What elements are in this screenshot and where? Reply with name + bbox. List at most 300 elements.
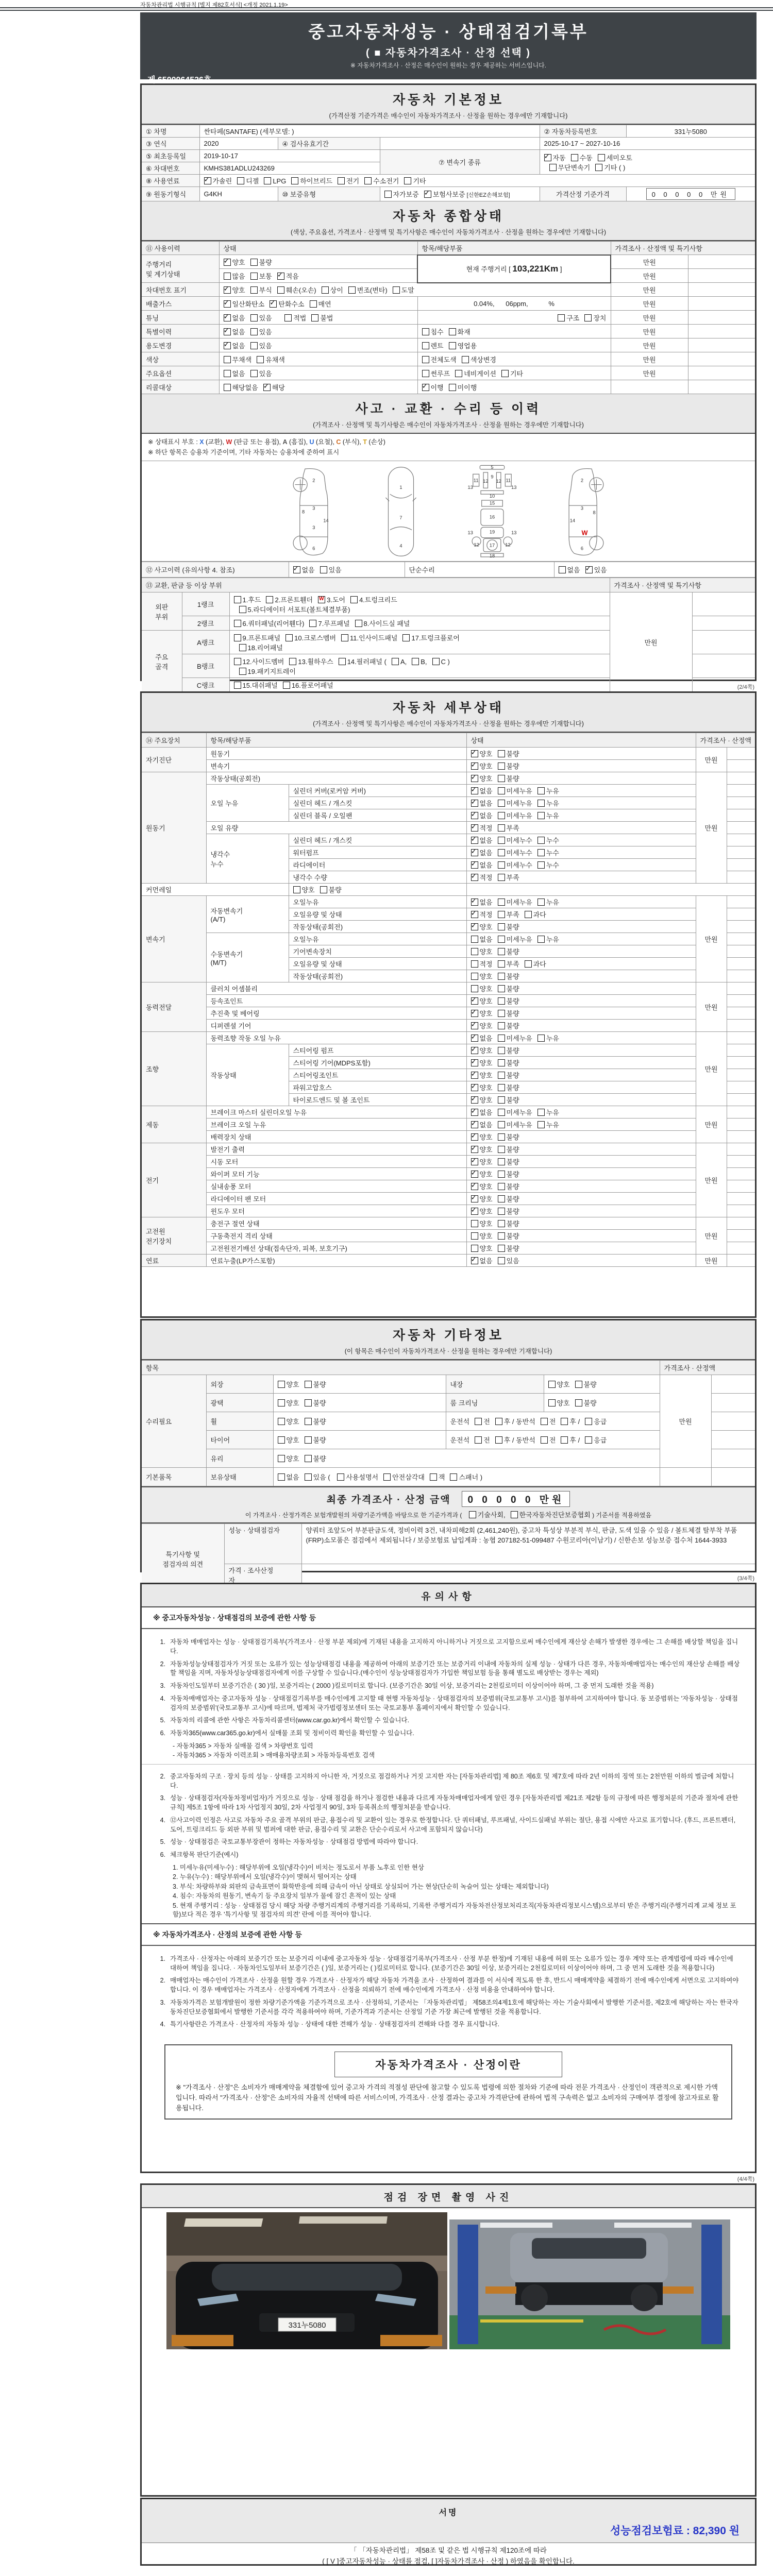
cell <box>611 242 755 255</box>
checkbox[interactable] <box>471 1096 478 1104</box>
checkbox[interactable] <box>471 1109 478 1116</box>
marked-checkbox[interactable] <box>318 596 325 603</box>
checkbox[interactable] <box>498 1146 505 1153</box>
checkbox[interactable] <box>471 997 478 1005</box>
checkbox[interactable] <box>498 750 505 757</box>
option-label: 없음 <box>232 342 245 350</box>
checkbox[interactable] <box>575 1399 582 1406</box>
checkbox[interactable] <box>471 1208 478 1215</box>
option-label: C ) <box>441 657 450 666</box>
checkbox[interactable] <box>498 1208 505 1215</box>
checkbox[interactable] <box>278 1418 285 1425</box>
checkbox[interactable] <box>498 1010 505 1017</box>
diagram-part-number: 11 <box>506 478 511 483</box>
checkbox[interactable] <box>277 286 284 294</box>
checkbox[interactable] <box>471 849 478 856</box>
checkbox[interactable] <box>289 658 296 665</box>
checkbox[interactable] <box>525 911 532 918</box>
text: 만원 <box>643 314 656 322</box>
option-label: 12.사이드멤버 <box>242 657 284 666</box>
checkbox[interactable] <box>498 997 505 1005</box>
checkbox[interactable] <box>471 1072 478 1079</box>
checkbox[interactable] <box>498 1257 505 1264</box>
cell <box>688 338 755 352</box>
checkbox[interactable] <box>548 1399 556 1406</box>
checkbox[interactable] <box>498 775 505 782</box>
checkbox[interactable] <box>498 1022 505 1029</box>
option-label: 이행 <box>430 383 444 392</box>
checkbox[interactable] <box>462 356 469 363</box>
checkbox[interactable] <box>498 1072 505 1079</box>
checkbox[interactable] <box>549 164 557 171</box>
option-label: 전 <box>549 1436 556 1444</box>
checkbox[interactable] <box>250 314 258 321</box>
checkbox[interactable] <box>585 1418 592 1425</box>
checkbox[interactable] <box>498 985 505 992</box>
checkbox[interactable] <box>537 1035 545 1042</box>
panel-rank-table <box>142 578 755 692</box>
checkbox[interactable] <box>537 800 545 807</box>
text: 라디에이터 <box>293 861 326 869</box>
checkbox[interactable] <box>471 1022 478 1029</box>
cell <box>142 352 219 366</box>
option-label: 불량 <box>313 1455 326 1463</box>
cell <box>206 772 466 785</box>
checkbox[interactable] <box>498 837 505 844</box>
checkbox[interactable] <box>498 936 505 943</box>
checkbox[interactable] <box>475 1418 482 1425</box>
cell <box>692 654 755 678</box>
checkbox[interactable] <box>422 384 429 391</box>
checkbox[interactable] <box>422 356 429 363</box>
text: 동력전달 <box>146 1004 172 1011</box>
checkbox[interactable] <box>471 936 478 943</box>
cell <box>611 338 688 352</box>
checkbox[interactable] <box>498 874 505 881</box>
checkbox[interactable] <box>305 1436 312 1444</box>
checkbox[interactable] <box>224 259 231 266</box>
checkbox[interactable] <box>224 384 231 391</box>
cell <box>727 1081 755 1094</box>
cell <box>199 162 380 175</box>
document-number: 제 6500064526호 <box>147 76 212 84</box>
checkbox[interactable] <box>498 1109 505 1116</box>
text: 싼타페(SANTAFE) (세부모델: ) <box>204 128 294 135</box>
checkbox[interactable] <box>471 960 478 968</box>
option-label: 불량 <box>506 1171 519 1178</box>
car-diagram-underbody <box>460 464 525 560</box>
checkbox[interactable] <box>471 837 478 844</box>
checkbox[interactable] <box>305 1381 312 1388</box>
checkbox[interactable] <box>498 899 505 906</box>
checkbox[interactable] <box>548 1381 556 1388</box>
checkbox[interactable] <box>293 566 300 573</box>
checkbox[interactable] <box>278 1455 285 1462</box>
document-subtitle: ( ■ 자동차가격조사 · 산정 선택 ) <box>366 47 531 59</box>
checkbox[interactable] <box>309 620 316 627</box>
checkbox[interactable] <box>544 154 551 161</box>
text: 동력조향 작동 오일 누유 <box>210 1035 281 1042</box>
checkbox[interactable] <box>475 1436 482 1444</box>
checkbox[interactable] <box>257 356 264 363</box>
option-label: 6.쿼터패널(리어휀다) <box>242 620 305 628</box>
checkbox[interactable] <box>471 948 478 955</box>
checkbox[interactable] <box>471 973 478 980</box>
checkbox[interactable] <box>498 849 505 856</box>
option-label: 한국자동차진단보증협회 <box>519 1511 591 1519</box>
checkbox[interactable] <box>471 923 478 930</box>
checkbox[interactable] <box>204 177 211 184</box>
checkbox[interactable] <box>471 1084 478 1091</box>
option-label: 불량 <box>506 1195 519 1203</box>
checkbox[interactable] <box>498 1232 505 1240</box>
document-title: 중고자동차성능 · 상태점검기록부 <box>308 22 589 41</box>
checkbox[interactable] <box>498 812 505 819</box>
checkbox[interactable] <box>537 849 545 856</box>
checkbox[interactable] <box>455 370 462 377</box>
cell <box>727 748 755 760</box>
checkbox[interactable] <box>471 1059 478 1066</box>
checkbox[interactable] <box>278 1436 285 1444</box>
checkbox[interactable] <box>224 286 231 294</box>
checkbox[interactable] <box>291 177 298 184</box>
cell <box>199 138 278 150</box>
checkbox[interactable] <box>239 644 246 651</box>
cell <box>540 125 626 138</box>
notice-subitem: 5. 현재 주행거리 : 성능 · 상태점검 당시 해당 차량 주행거리계의 주행거리를 기록하되, 기록한 주행거리가 자동차전산정보처리조직(자동차관리정보시스템)으로부터 받은 주행거리(주행거리계 교체 정보 포함)보다 적은 경우 '특기사항 및 점검자의 의견' 란에 이를 적어야 합니다. <box>173 1902 736 1919</box>
checkbox[interactable] <box>498 787 505 794</box>
checkbox[interactable] <box>234 596 241 603</box>
cell <box>611 283 688 297</box>
option-label: 불량 <box>506 997 519 1005</box>
cell <box>727 1118 755 1131</box>
checkbox[interactable] <box>283 682 290 689</box>
checkbox[interactable] <box>471 775 478 782</box>
checkbox[interactable] <box>561 1418 568 1425</box>
checkbox[interactable] <box>224 314 231 321</box>
checkbox[interactable] <box>495 1436 502 1444</box>
diagram-part-number: 15 <box>489 500 495 506</box>
cell <box>182 616 229 631</box>
checkbox[interactable] <box>537 837 545 844</box>
checkbox[interactable] <box>537 936 545 943</box>
text: 103,221Km <box>512 263 559 274</box>
checkbox[interactable] <box>237 177 244 184</box>
option-label: 양호 <box>479 985 493 993</box>
option-label: 양호 <box>479 997 493 1005</box>
checkbox[interactable] <box>558 314 565 321</box>
checkbox[interactable] <box>471 911 478 918</box>
checkbox[interactable] <box>293 886 300 893</box>
checkbox[interactable] <box>422 370 429 377</box>
checkbox[interactable] <box>541 1436 548 1444</box>
text: 누수 <box>210 860 224 868</box>
checkbox[interactable] <box>305 1399 312 1406</box>
car-diagram-side-right <box>554 464 612 560</box>
option-label: 매연 <box>318 300 331 308</box>
checkbox[interactable] <box>498 1195 505 1202</box>
checkbox[interactable] <box>341 634 348 641</box>
checkbox[interactable] <box>305 1455 312 1462</box>
checkbox[interactable] <box>234 658 241 665</box>
checkbox[interactable] <box>498 1121 505 1128</box>
checkbox[interactable] <box>471 1257 478 1264</box>
checkbox[interactable] <box>471 812 478 819</box>
checkbox[interactable] <box>585 1436 592 1444</box>
checkbox[interactable] <box>471 1047 478 1054</box>
option-label: 양호 <box>301 886 315 894</box>
checkbox[interactable] <box>511 1511 518 1518</box>
checkbox[interactable] <box>393 286 400 294</box>
checkbox[interactable] <box>449 342 456 349</box>
checkbox[interactable] <box>404 177 411 184</box>
checkbox[interactable] <box>422 342 429 349</box>
checkbox[interactable] <box>498 1059 505 1066</box>
checkbox[interactable] <box>224 273 231 280</box>
checkbox[interactable] <box>320 886 327 893</box>
checkbox[interactable] <box>364 177 372 184</box>
cell <box>142 1255 206 1267</box>
diagram-part-number: 8 <box>301 509 305 515</box>
checkbox[interactable] <box>498 973 505 980</box>
checkbox[interactable] <box>471 1183 478 1190</box>
checkbox[interactable] <box>449 384 456 391</box>
checkbox[interactable] <box>450 1473 457 1481</box>
checkbox[interactable] <box>471 874 478 881</box>
checkbox[interactable] <box>471 1220 478 1227</box>
checkbox[interactable] <box>263 384 271 391</box>
checkbox[interactable] <box>498 824 505 832</box>
option-label: 불량 <box>506 1232 519 1240</box>
signature-title: 서명 <box>439 2509 458 2517</box>
text: 원동기 <box>146 824 165 832</box>
text: (손상) <box>366 438 385 446</box>
checkbox[interactable] <box>471 899 478 906</box>
checkbox[interactable] <box>498 911 505 918</box>
option-label: 양호 <box>286 1455 299 1463</box>
cell <box>142 311 219 325</box>
checkbox[interactable] <box>498 1245 505 1252</box>
text: 만원 <box>704 1004 718 1011</box>
etc-title: 자동차 기타정보 <box>393 1328 504 1343</box>
checkbox[interactable] <box>322 286 329 294</box>
checkbox[interactable] <box>471 750 478 757</box>
section-detail-state <box>140 691 757 1318</box>
checkbox[interactable] <box>495 1418 502 1425</box>
checkbox[interactable] <box>498 1133 505 1141</box>
checkbox[interactable] <box>424 191 431 198</box>
checkbox[interactable] <box>285 634 293 641</box>
checkbox[interactable] <box>449 328 456 335</box>
checkbox[interactable] <box>498 1183 505 1190</box>
checkbox[interactable] <box>537 812 545 819</box>
checkbox[interactable] <box>277 273 284 280</box>
checkbox[interactable] <box>355 620 362 627</box>
checkbox[interactable] <box>525 960 532 968</box>
checkbox[interactable] <box>234 634 241 641</box>
text: 특기사항 및 <box>165 1550 200 1558</box>
checkbox[interactable] <box>584 314 592 321</box>
checkbox[interactable] <box>305 1473 312 1481</box>
checkbox[interactable] <box>471 1171 478 1178</box>
checkbox[interactable] <box>234 620 241 627</box>
checkbox[interactable] <box>350 596 358 603</box>
checkbox[interactable] <box>284 314 292 321</box>
inspection-insurance-fee: 성능점검보험료 : 82,390 원 <box>610 2525 740 2537</box>
checkbox[interactable] <box>498 1171 505 1178</box>
checkbox[interactable] <box>250 342 258 349</box>
checkbox[interactable] <box>320 566 327 573</box>
checkbox[interactable] <box>537 899 545 906</box>
cell <box>466 995 696 1007</box>
diagram-part-number: 19 <box>489 529 495 535</box>
checkbox[interactable] <box>270 300 277 308</box>
checkbox[interactable] <box>498 861 505 869</box>
text: 331누5080 <box>674 128 707 135</box>
checkbox[interactable] <box>384 191 392 198</box>
checkbox[interactable] <box>471 1245 478 1252</box>
option-label: 불량 <box>313 1399 326 1407</box>
text: 전기장치 <box>146 1237 172 1245</box>
diagram-part-number: 1 <box>399 485 402 490</box>
checkbox[interactable] <box>430 1473 437 1481</box>
cell <box>466 1032 696 1044</box>
checkbox[interactable] <box>250 370 258 377</box>
checkbox[interactable] <box>422 328 429 335</box>
cell <box>206 1032 466 1044</box>
checkbox[interactable] <box>595 164 602 171</box>
checkbox[interactable] <box>471 787 478 794</box>
text: 오일 누유 <box>210 800 239 807</box>
checkbox[interactable] <box>469 1511 476 1518</box>
cell <box>727 1143 755 1156</box>
checkbox[interactable] <box>537 787 545 794</box>
checkbox[interactable] <box>250 286 258 294</box>
notice-item: 2. 중고자동차의 구조 · 장치 등의 성능 · 상태를 고지하지 아니한 자, 거짓으로 점검하거나 거짓 고지한 자는 [자동차관리법] 제 80조 제6호 및 제7호에 따라 2년 이하의 징역 또는 2천만원 이하의 벌금에 처합니다. <box>160 1772 734 1789</box>
text: (M/T) <box>210 958 227 967</box>
checkbox[interactable] <box>305 1418 312 1425</box>
checkbox[interactable] <box>537 1109 545 1116</box>
checkbox[interactable] <box>598 154 605 161</box>
damage-note: ※ 하단 항목은 승용차 기준이며, 기타 자동차는 승용차에 준하여 표시 <box>148 449 340 456</box>
checkbox[interactable] <box>498 1096 505 1104</box>
checkbox[interactable] <box>498 762 505 770</box>
checkbox[interactable] <box>471 1035 478 1042</box>
checkbox[interactable] <box>541 1418 548 1425</box>
checkbox[interactable] <box>559 566 566 573</box>
text: 클러치 어셈블리 <box>210 985 258 993</box>
checkbox[interactable] <box>348 286 356 294</box>
checkbox[interactable] <box>432 658 440 665</box>
checkbox[interactable] <box>250 259 258 266</box>
checkbox[interactable] <box>224 370 231 377</box>
cell <box>142 175 199 187</box>
checkbox[interactable] <box>383 1473 391 1481</box>
option-label: 구조 <box>566 314 580 322</box>
checkbox[interactable] <box>339 658 346 665</box>
checkbox[interactable] <box>471 824 478 832</box>
cell <box>466 785 696 797</box>
checkbox[interactable] <box>501 370 509 377</box>
checkbox[interactable] <box>310 300 317 308</box>
checkbox[interactable] <box>471 861 478 869</box>
checkbox[interactable] <box>311 314 318 321</box>
checkbox[interactable] <box>498 800 505 807</box>
checkbox[interactable] <box>498 960 505 968</box>
checkbox[interactable] <box>498 1158 505 1165</box>
checkbox[interactable] <box>498 1035 505 1042</box>
checkbox[interactable] <box>250 273 258 280</box>
checkbox[interactable] <box>471 1146 478 1153</box>
checkbox[interactable] <box>471 1232 478 1240</box>
option-label: 후 <box>503 1418 511 1426</box>
checkbox[interactable] <box>537 861 545 869</box>
cell <box>727 1106 755 1118</box>
checkbox[interactable] <box>224 328 231 335</box>
checkbox[interactable] <box>471 762 478 770</box>
cell <box>417 242 611 255</box>
cell <box>142 255 219 283</box>
checkbox[interactable] <box>224 342 231 349</box>
cell <box>417 255 611 283</box>
checkbox[interactable] <box>266 596 273 603</box>
cell <box>273 1394 446 1412</box>
checkbox[interactable] <box>338 177 345 184</box>
damage-code-legend <box>142 434 755 461</box>
checkbox[interactable] <box>498 1220 505 1227</box>
checkbox[interactable] <box>278 1381 285 1388</box>
checkbox[interactable] <box>278 1399 285 1406</box>
checkbox[interactable] <box>239 606 246 613</box>
checkbox[interactable] <box>264 177 271 184</box>
cell <box>611 297 688 311</box>
checkbox[interactable] <box>471 985 478 992</box>
checkbox[interactable] <box>224 356 231 363</box>
checkbox[interactable] <box>561 1436 568 1444</box>
checkbox[interactable] <box>402 634 410 641</box>
checkbox[interactable] <box>250 328 258 335</box>
final-price-label: 최종 가격조사 · 산정 금액 <box>326 1495 451 1505</box>
checkbox[interactable] <box>498 1047 505 1054</box>
checkbox[interactable] <box>571 154 578 161</box>
checkbox[interactable] <box>471 1010 478 1017</box>
checkbox[interactable] <box>224 300 231 308</box>
checkbox[interactable] <box>471 1195 478 1202</box>
diagram-part-number: 14 <box>323 518 329 523</box>
checkbox[interactable] <box>498 923 505 930</box>
checkbox[interactable] <box>234 682 241 689</box>
text: 배출가스 <box>146 300 172 308</box>
checkbox[interactable] <box>585 566 593 573</box>
checkbox[interactable] <box>471 800 478 807</box>
checkbox[interactable] <box>471 1121 478 1128</box>
checkbox[interactable] <box>537 1121 545 1128</box>
checkbox[interactable] <box>498 1084 505 1091</box>
checkbox[interactable] <box>471 1133 478 1141</box>
checkbox[interactable] <box>392 658 399 665</box>
checkbox[interactable] <box>239 668 246 675</box>
checkbox[interactable] <box>337 1473 344 1481</box>
text: 만원 <box>704 756 718 764</box>
checkbox[interactable] <box>498 948 505 955</box>
top-double-rule <box>0 7 773 11</box>
checkbox[interactable] <box>471 1158 478 1165</box>
checkbox[interactable] <box>575 1381 582 1388</box>
option-label: 적정 <box>479 874 493 882</box>
checkbox[interactable] <box>278 1473 285 1481</box>
text: 실내송풍 모터 <box>210 1183 251 1191</box>
checkbox[interactable] <box>412 658 419 665</box>
